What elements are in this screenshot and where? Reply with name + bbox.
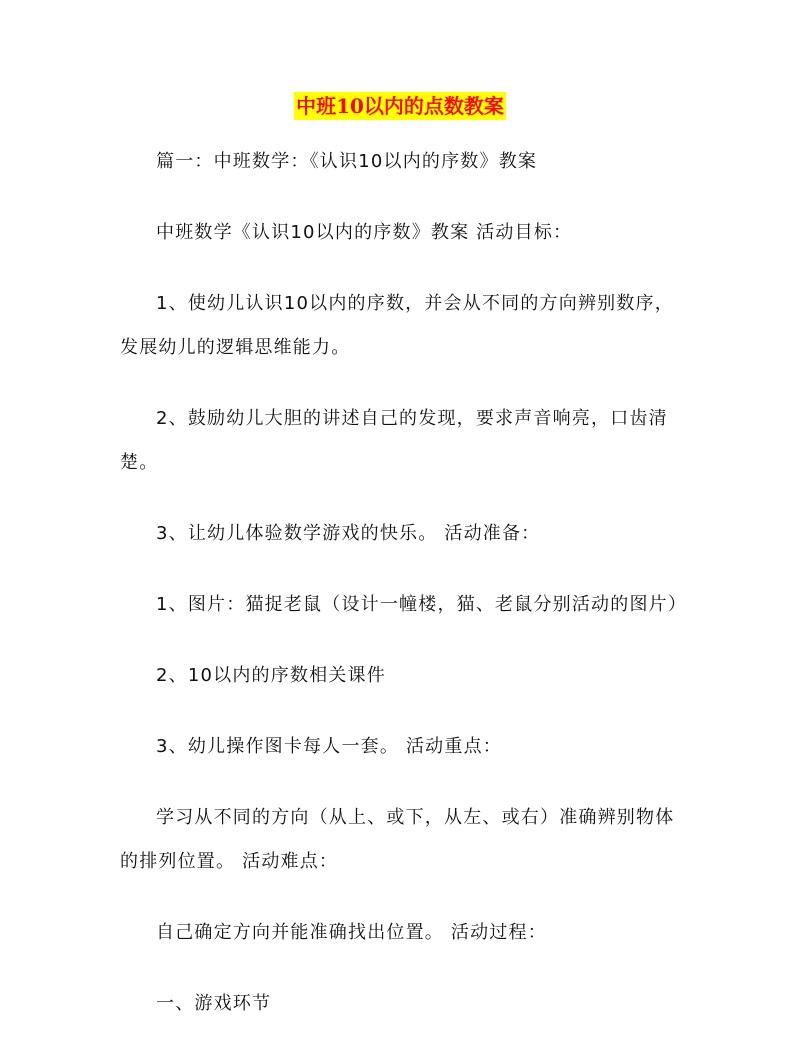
- paragraph-game-section: 一、游戏环节: [156, 993, 272, 1014]
- paragraph-prep-2: 2、10以内的序数相关课件: [156, 665, 386, 686]
- document-title: 中班10以内的点数教案: [296, 94, 504, 118]
- paragraph-goal-2: 2、鼓励幼儿大胆的讲述自己的发现，要求声音响亮，口齿清楚。: [120, 408, 668, 473]
- paragraph-goal-1: 1、使幼儿认识10以内的序数，并会从不同的方向辨别数序，发展幼儿的逻辑思维能力。: [120, 293, 674, 358]
- paragraph-section-heading: 篇一：中班数学：《认识10以内的序数》教案: [156, 151, 538, 172]
- paragraph-key-point: 学习从不同的方向（从上、或下，从左、或右）准确辨别物体的排列位置。 活动难点：: [120, 807, 675, 872]
- paragraph-goal-3: 3、让幼儿体验数学游戏的快乐。 活动准备：: [156, 523, 541, 544]
- paragraph-activity-goals: 中班数学《认识10以内的序数》教案 活动目标：: [156, 222, 573, 243]
- title-container: [0, 92, 800, 120]
- paragraph-prep-3: 3、幼儿操作图卡每人一套。 活动重点：: [156, 736, 502, 757]
- paragraph-difficulty: 自己确定方向并能准确找出位置。 活动过程：: [156, 922, 547, 943]
- document-body: [120, 140, 688, 1053]
- paragraph-prep-1: 1、图片：猫捉老鼠（设计一幢楼，猫、老鼠分别活动的图片）: [156, 594, 688, 615]
